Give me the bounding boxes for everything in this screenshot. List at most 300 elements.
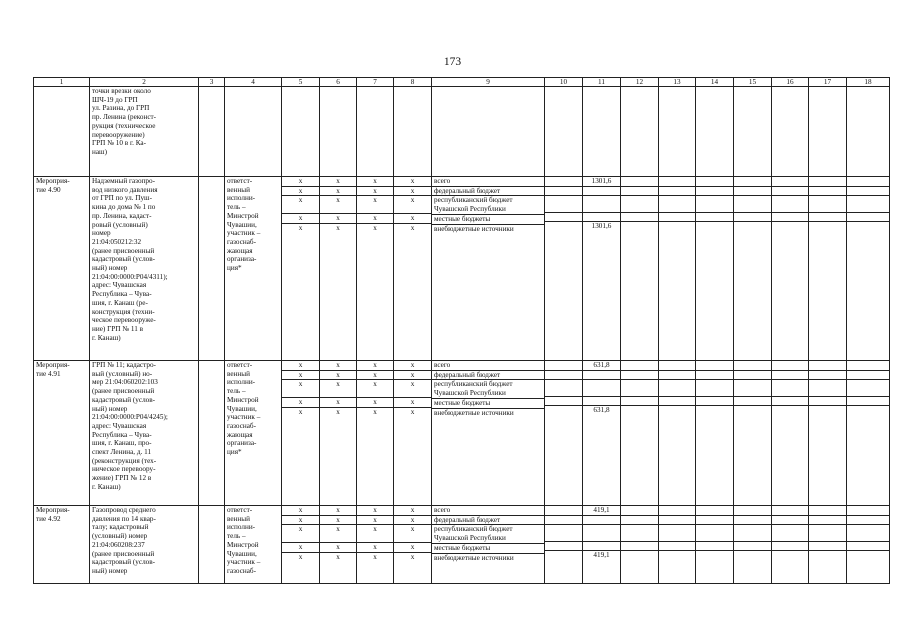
measure-code-cell: Мероприя- тие 4.91 (34, 361, 90, 506)
x-mark: x (373, 223, 377, 232)
funding-row (734, 370, 771, 379)
amount-value: 419,1 (583, 506, 620, 515)
value-cell (621, 379, 658, 397)
funding-row (583, 186, 620, 195)
value-cell (734, 506, 771, 515)
value-cell (809, 213, 846, 222)
column-number-3: 3 (199, 78, 225, 87)
funding-row (847, 524, 889, 542)
funding-row (545, 361, 582, 370)
funding-row (357, 397, 393, 407)
value-cell (696, 222, 733, 231)
funding-row (394, 223, 431, 232)
column-number-11: 11 (583, 78, 621, 87)
funding-row (320, 223, 356, 232)
funding-row (583, 406, 620, 415)
x-mark: x (357, 380, 393, 398)
col15-subtable (734, 361, 771, 415)
funding-row (432, 408, 544, 417)
funding-row (583, 551, 620, 560)
funding-source-label: всего (432, 177, 544, 186)
column-number-5: 5 (282, 78, 320, 87)
funding-row (432, 525, 544, 543)
funding-row (847, 370, 889, 379)
funding-row (734, 379, 771, 397)
funding-row (357, 552, 393, 561)
x-mark: x (282, 361, 319, 370)
funding-row (320, 213, 356, 223)
funding-row (696, 361, 733, 370)
funding-source-label: внебюджетные источники (434, 408, 514, 417)
value-cell (734, 177, 771, 186)
value-cell (659, 506, 695, 515)
x-mark-column-6 (320, 506, 357, 584)
funding-row (734, 213, 771, 222)
funding-row (772, 551, 808, 560)
x-mark: x (336, 552, 340, 561)
value-cell (545, 222, 582, 231)
value-cell (847, 186, 889, 195)
funding-row (545, 506, 582, 515)
value-cell (696, 551, 733, 560)
col14-subtable (696, 177, 733, 231)
funding-row (809, 406, 846, 415)
value-cell (621, 515, 658, 524)
x-mark: x (282, 196, 319, 214)
col14-cell (696, 361, 734, 506)
x-mark: x (357, 196, 393, 214)
funding-row (659, 186, 695, 195)
x-mark-subtable (357, 361, 393, 416)
funding-row (734, 406, 771, 415)
funding-row (282, 407, 319, 416)
x-mark-column-8 (394, 177, 432, 361)
funding-source-label: внебюджетные источники (434, 553, 514, 562)
funding-row (621, 515, 658, 524)
value-cell (545, 542, 582, 551)
col16-cell (772, 361, 809, 506)
funding-row (847, 222, 889, 231)
funding-row (545, 370, 582, 379)
page-number: 173 (443, 56, 462, 68)
funding-row (809, 524, 846, 542)
col15-subtable (734, 506, 771, 560)
col17-subtable (809, 506, 846, 560)
funding-row (772, 177, 808, 186)
funding-row (394, 552, 431, 561)
amount-value (583, 213, 620, 222)
value-cell (809, 222, 846, 231)
amount-subtable (583, 506, 620, 560)
funding-row (320, 380, 356, 398)
value-cell (696, 177, 733, 186)
col12-subtable (621, 506, 658, 560)
value-cell (545, 551, 582, 560)
cont-description-cell: точки врезки около ШЧ-19 до ГРП ул. Разина, до ГРП пр. Ленина (реконст- рукция (техническое перевооружение) ГРП № 10 в г. Ка- наш) (90, 87, 199, 177)
x-mark: x (394, 525, 431, 543)
x-mark-subtable (282, 361, 319, 416)
funding-row (659, 542, 695, 551)
measure-description-cell: Надземный газопро- вод низкого давления от ГРП по ул. Пуш- кина до дома № 1 по пр. Ленина, кадаст- ровый (условный) номер 21:04:050212:32 (ранее присвоенный кадастровый (услов- ный) номер 21:04:00:0000:Р04/4311); адрес: Чувашская Республика – Чува- шия, г. Канаш (ре- конструкция (техни- ческое перевооруже- ние) ГРП № 11 в г. Канаш) (90, 177, 199, 361)
funding-row (282, 515, 319, 525)
x-mark: x (357, 213, 393, 223)
value-cell (734, 379, 771, 397)
col17-subtable (809, 177, 846, 231)
funding-row (394, 407, 431, 416)
col13-subtable (659, 361, 695, 415)
amount-value: 419,1 (593, 551, 610, 560)
funding-row (772, 213, 808, 222)
funding-row (394, 361, 431, 370)
col18-cell (847, 177, 890, 361)
value-cell (545, 524, 582, 542)
x-mark-column-6 (320, 361, 357, 506)
x-mark: x (282, 506, 319, 515)
funding-row (809, 361, 846, 370)
value-cell (809, 515, 846, 524)
column-number-8: 8 (394, 78, 432, 87)
funding-row (545, 195, 582, 213)
value-cell (545, 213, 582, 222)
cont-empty-cell (659, 87, 696, 177)
funding-source-label: всего (432, 361, 544, 370)
value-cell (772, 542, 808, 551)
funding-row (696, 370, 733, 379)
x-mark: x (394, 177, 431, 186)
funding-row (394, 370, 431, 380)
x-mark: x (394, 515, 431, 525)
empty-cell (199, 177, 225, 361)
value-cell (696, 406, 733, 415)
funding-row (545, 213, 582, 222)
value-cell (847, 406, 889, 415)
funding-row (696, 195, 733, 213)
funding-row (357, 515, 393, 525)
funding-row (621, 195, 658, 213)
funding-row (659, 506, 695, 515)
x-mark: x (410, 407, 415, 416)
funding-row (659, 397, 695, 406)
funding-row (696, 222, 733, 231)
funding-source-label: местные бюджеты (432, 398, 544, 408)
x-mark-subtable (394, 177, 431, 232)
funding-row (809, 186, 846, 195)
value-cell (659, 406, 695, 415)
funding-row (734, 542, 771, 551)
funding-row (772, 515, 808, 524)
funding-row (847, 195, 889, 213)
value-cell (734, 195, 771, 213)
funding-source-label: всего (432, 506, 544, 515)
value-cell (621, 397, 658, 406)
value-cell (772, 186, 808, 195)
value-cell (847, 379, 889, 397)
value-cell (545, 397, 582, 406)
column-number-12: 12 (621, 78, 659, 87)
funding-row (696, 406, 733, 415)
col11-amount-cell (583, 361, 621, 506)
x-mark: x (320, 361, 356, 370)
x-mark-subtable (282, 177, 319, 232)
funding-row (320, 370, 356, 380)
executor-cell: ответст- венный исполни- тель – Минстрой Чувашии, участник – газоснаб- (225, 506, 282, 584)
funding-row (621, 542, 658, 551)
col12-cell (621, 177, 659, 361)
funding-row (432, 380, 544, 398)
x-mark: x (320, 186, 356, 196)
funding-row (734, 524, 771, 542)
value-cell (621, 506, 658, 515)
funding-row (734, 515, 771, 524)
col15-cell (734, 177, 772, 361)
x-mark: x (298, 223, 303, 232)
funding-row (583, 177, 620, 186)
value-cell (621, 186, 658, 195)
funding-row (320, 397, 356, 407)
value-cell (659, 195, 695, 213)
funding-row (809, 370, 846, 379)
x-mark: x (282, 213, 319, 223)
value-cell (696, 361, 733, 370)
col11-amount-cell (583, 506, 621, 584)
x-mark: x (357, 515, 393, 525)
program-table (33, 77, 890, 584)
funding-row (282, 380, 319, 398)
funding-row (734, 195, 771, 213)
column-number-4: 4 (225, 78, 282, 87)
value-cell (621, 524, 658, 542)
col13-subtable (659, 177, 695, 231)
x-mark: x (282, 542, 319, 552)
value-cell (847, 222, 889, 231)
funding-row (659, 222, 695, 231)
x-mark: x (320, 370, 356, 380)
funding-source-subtable (432, 506, 544, 562)
col14-cell (696, 506, 734, 584)
funding-row (847, 506, 889, 515)
value-cell (847, 515, 889, 524)
column-number-13: 13 (659, 78, 696, 87)
funding-row (659, 515, 695, 524)
funding-row (432, 214, 544, 224)
funding-row (357, 370, 393, 380)
x-mark: x (357, 397, 393, 407)
column-number-16: 16 (772, 78, 809, 87)
funding-row (282, 213, 319, 223)
funding-source-label: местные бюджеты (432, 543, 544, 553)
funding-row (320, 542, 356, 552)
x-mark: x (282, 186, 319, 196)
value-cell (772, 397, 808, 406)
funding-row (282, 196, 319, 214)
funding-row (621, 186, 658, 195)
value-cell (847, 551, 889, 560)
funding-row (659, 406, 695, 415)
x-mark-subtable (320, 506, 356, 561)
funding-row (320, 525, 356, 543)
col14-subtable (696, 506, 733, 560)
value-cell (659, 379, 695, 397)
x-mark: x (320, 397, 356, 407)
cont-empty-cell (734, 87, 772, 177)
value-cell (734, 186, 771, 195)
funding-row (282, 177, 319, 186)
amount-subtable (583, 361, 620, 415)
x-mark: x (357, 525, 393, 543)
value-cell (809, 195, 846, 213)
funding-row (320, 186, 356, 196)
funding-row (621, 177, 658, 186)
value-cell (809, 361, 846, 370)
funding-row (583, 222, 620, 231)
value-cell (809, 370, 846, 379)
column-number-18: 18 (847, 78, 890, 87)
cont-empty-cell (545, 87, 583, 177)
value-cell (772, 370, 808, 379)
value-cell (545, 515, 582, 524)
x-mark-subtable (282, 506, 319, 561)
x-mark-column-8 (394, 506, 432, 584)
value-cell (659, 370, 695, 379)
column-number-7: 7 (357, 78, 394, 87)
value-cell (659, 361, 695, 370)
amount-value: 631,8 (583, 361, 620, 370)
x-mark: x (320, 542, 356, 552)
funding-source-label: федеральный бюджет (432, 186, 544, 196)
value-cell (734, 213, 771, 222)
amount-value (583, 524, 620, 542)
col10-cell (545, 361, 583, 506)
col12-cell (621, 361, 659, 506)
funding-row (432, 515, 544, 525)
col17-cell (809, 361, 847, 506)
cont-empty-cell (772, 87, 809, 177)
funding-row (659, 361, 695, 370)
amount-value (583, 542, 620, 551)
value-cell (847, 195, 889, 213)
funding-row (394, 196, 431, 214)
column-number-6: 6 (320, 78, 357, 87)
funding-row (696, 186, 733, 195)
funding-row (357, 213, 393, 223)
col15-cell (734, 506, 772, 584)
empty-cell (199, 506, 225, 584)
funding-row (583, 379, 620, 397)
value-cell (545, 361, 582, 370)
value-cell (809, 186, 846, 195)
funding-row (320, 361, 356, 370)
funding-row (357, 380, 393, 398)
x-mark: x (336, 407, 340, 416)
funding-row (809, 397, 846, 406)
value-cell (847, 361, 889, 370)
col17-subtable (809, 361, 846, 415)
amount-subtable (583, 177, 620, 231)
funding-row (357, 177, 393, 186)
funding-row (809, 551, 846, 560)
funding-row (847, 397, 889, 406)
value-cell (696, 213, 733, 222)
x-mark-subtable (394, 361, 431, 416)
funding-row (659, 177, 695, 186)
x-mark: x (394, 186, 431, 196)
value-cell (696, 370, 733, 379)
funding-row (696, 397, 733, 406)
funding-row (621, 406, 658, 415)
cont-empty-cell (847, 87, 890, 177)
funding-row (432, 177, 544, 186)
funding-row (583, 213, 620, 222)
col12-subtable (621, 177, 658, 231)
funding-row (394, 542, 431, 552)
funding-source-label: федеральный бюджет (432, 370, 544, 380)
col17-cell (809, 506, 847, 584)
funding-source-label: республиканский бюджет Чувашской Республики (432, 196, 544, 214)
funding-source-label: республиканский бюджет Чувашской Республики (432, 380, 544, 398)
value-cell (621, 551, 658, 560)
amount-value (583, 186, 620, 195)
funding-row (357, 186, 393, 196)
funding-row (621, 397, 658, 406)
value-cell (696, 186, 733, 195)
funding-row (357, 407, 393, 416)
value-cell (545, 379, 582, 397)
value-cell (659, 542, 695, 551)
value-cell (545, 195, 582, 213)
funding-row (772, 195, 808, 213)
x-mark-column-6 (320, 177, 357, 361)
col15-cell (734, 361, 772, 506)
value-cell (772, 406, 808, 415)
cont-empty-cell (583, 87, 621, 177)
funding-row (394, 506, 431, 515)
value-cell (621, 213, 658, 222)
value-cell (545, 406, 582, 415)
x-mark-column-7 (357, 361, 394, 506)
funding-row (357, 196, 393, 214)
col10-cell (545, 506, 583, 584)
cont-code-cell (34, 87, 90, 177)
x-mark: x (320, 380, 356, 398)
cont-empty-cell (199, 87, 225, 177)
funding-row (696, 551, 733, 560)
funding-row (432, 398, 544, 408)
amount-value (583, 195, 620, 213)
value-cell (847, 213, 889, 222)
x-mark: x (394, 380, 431, 398)
x-mark-column-7 (357, 506, 394, 584)
funding-row (282, 361, 319, 370)
funding-source-label: внебюджетные источники (434, 224, 514, 233)
funding-row (394, 397, 431, 407)
funding-row (772, 397, 808, 406)
funding-row (847, 361, 889, 370)
col10-subtable (545, 361, 582, 415)
x-mark: x (394, 213, 431, 223)
column-number-9: 9 (432, 78, 545, 87)
x-mark: x (394, 370, 431, 380)
funding-row (320, 407, 356, 416)
col18-cell (847, 361, 890, 506)
value-cell (809, 551, 846, 560)
value-cell (809, 379, 846, 397)
x-mark: x (298, 407, 303, 416)
funding-row (659, 370, 695, 379)
funding-row (621, 379, 658, 397)
col18-cell (847, 506, 890, 584)
funding-row (621, 551, 658, 560)
funding-row (734, 361, 771, 370)
